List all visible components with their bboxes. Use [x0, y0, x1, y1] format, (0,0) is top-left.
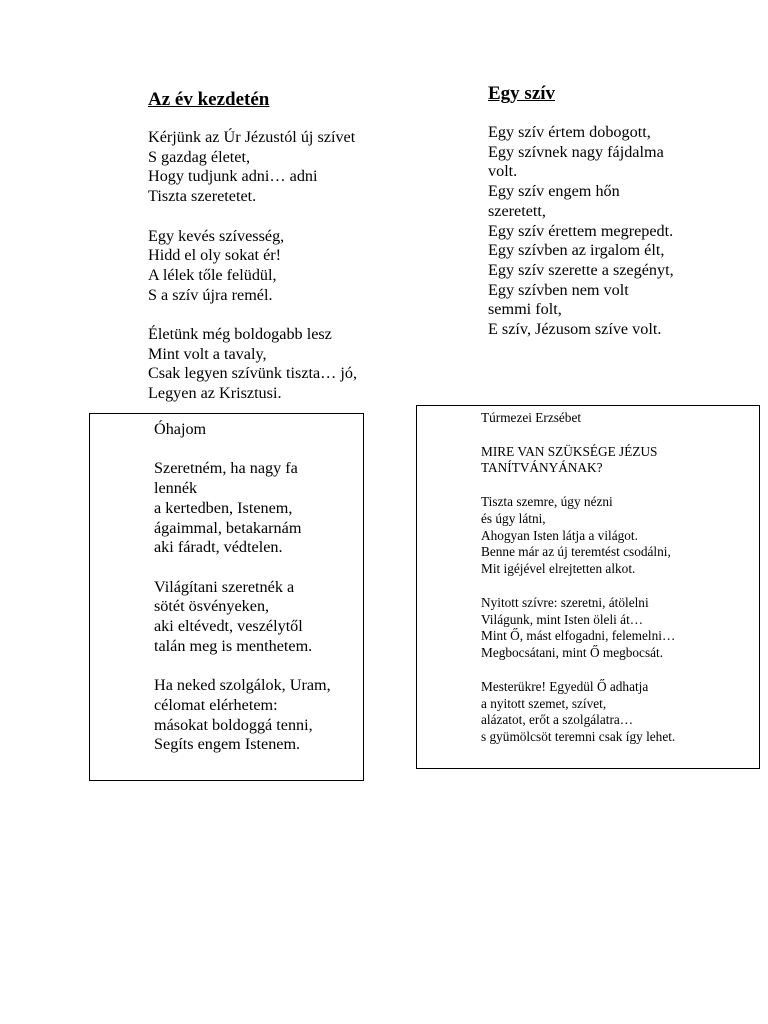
poem-line: Kérjünk az Úr Jézustól új szívet: [148, 128, 356, 146]
poem-line: semmi folt,: [488, 300, 562, 319]
poem-box-turmezei: [416, 405, 760, 769]
poem-line: a kertedben, Istenem,: [154, 498, 293, 517]
poem-line: lennék: [154, 479, 198, 498]
poem-line: Nyitott szívre: szeretni, átölelni: [481, 594, 649, 610]
poem-box-ohajom: [89, 413, 364, 781]
poem-line: Hogy tudjunk adni… adni: [148, 167, 318, 186]
poem-stanza: [154, 459, 331, 558]
poem-line: Egy szív engem hőn: [488, 182, 620, 201]
poem-line: Egy szív értem dobogott,: [488, 123, 651, 141]
poem-line: Világítani szeretnék a: [154, 577, 295, 596]
poem-line: ágaimmal, betakarnám: [154, 518, 302, 537]
poem-stanza: [148, 325, 357, 404]
poem-line: Segíts engem Istenem.: [154, 735, 301, 754]
poem-title: Az év kezdetén: [148, 89, 270, 110]
poem-stanza: [481, 494, 675, 578]
poem-title-line: TANÍTVÁNYÁNAK?: [481, 460, 603, 476]
poem-line: talán meg is menthetem.: [154, 636, 313, 655]
poem-line: aki eltévedt, veszélytől: [154, 617, 303, 635]
poem-egy-sziv: [488, 83, 674, 340]
poem-stanza: [148, 128, 357, 207]
poem-line: Egy szívnek nagy fájdalma: [488, 142, 664, 161]
poem-line: Ahogyan Isten látja a világot.: [481, 527, 638, 543]
poem-line: a nyitott szemet, szívet,: [481, 695, 607, 711]
poem-line: Egy szív érettem megrepedt.: [488, 221, 674, 240]
poem-line: Legyen az Krisztusi.: [148, 384, 282, 403]
poem-line: Világunk, mint Isten öleli át…: [481, 611, 644, 627]
poem-line: Mint volt a tavaly,: [148, 344, 267, 363]
poem-title: Egy szív: [488, 83, 556, 104]
poem-line: és úgy látni,: [481, 510, 546, 526]
poem-line: Benne már az új teremtést csodálni,: [481, 544, 671, 560]
poem-line: Egy szív szerette a szegényt,: [488, 260, 674, 279]
poem-line: Szeretném, ha nagy fa: [154, 459, 298, 478]
poem-line: szeretett,: [488, 201, 546, 220]
poem-line: Mesterükre! Egyedül Ő adhatja: [481, 678, 649, 694]
poem-line: A lélek tőle felüdül,: [148, 265, 277, 284]
poem-line: S gazdag életet,: [148, 147, 251, 166]
poem-line: Mint Ő, mást elfogadni, felemelni…: [481, 628, 676, 644]
poem-line: E szív, Jézusom szíve volt.: [488, 320, 662, 339]
poem-line: Életünk még boldogabb lesz: [148, 325, 332, 343]
poem-stanza: [148, 227, 357, 306]
poem-title: Óhajom: [154, 420, 207, 438]
poem-line: Hidd el oly sokat ér!: [148, 246, 282, 265]
poem-line: s gyümölcsöt teremni csak így lehet.: [481, 729, 676, 745]
poem-stanza: [154, 676, 331, 755]
poem-line: másokat boldoggá tenni,: [154, 715, 313, 734]
poem-az-ev-kezdeten: [148, 89, 357, 404]
poem-line: Tiszta szeretetet.: [148, 187, 257, 206]
poem-line: alázatot, erőt a szolgálatra…: [481, 712, 634, 728]
poem-line: Csak legyen szívünk tiszta… jó,: [148, 364, 358, 383]
poem-title: [481, 444, 675, 478]
poem-line: sötét ösvényeken,: [154, 597, 270, 616]
poem-line: Mit igéjével elrejtetten alkot.: [481, 561, 636, 577]
poem-line: Ha neked szolgálok, Uram,: [154, 676, 331, 695]
poem-line: Egy kevés szívesség,: [148, 226, 285, 245]
poem-line: célomat elérhetem:: [154, 695, 278, 714]
poem-author: Túrmezei Erzsébet: [481, 410, 582, 425]
poem-line: Tiszta szemre, úgy nézni: [481, 493, 613, 509]
poem-stanza: [154, 578, 331, 657]
poem-line: aki fáradt, védtelen.: [154, 538, 283, 557]
poem-line: Egy szívben az irgalom élt,: [488, 241, 665, 260]
poem-stanza: [481, 679, 675, 746]
poem-line: Egy szívben nem volt: [488, 280, 629, 299]
poem-stanza: [481, 595, 675, 662]
poem-line: volt.: [488, 162, 518, 181]
poem-mire-van-szuksege: [481, 410, 675, 746]
poem-title-line: MIRE VAN SZÜKSÉGE JÉZUS: [481, 443, 658, 459]
poem-line: Megbocsátani, mint Ő megbocsát.: [481, 645, 664, 661]
poem-stanza: [488, 123, 674, 340]
poem-line: S a szív újra remél.: [148, 285, 273, 304]
poem-ohajom: [154, 420, 331, 755]
